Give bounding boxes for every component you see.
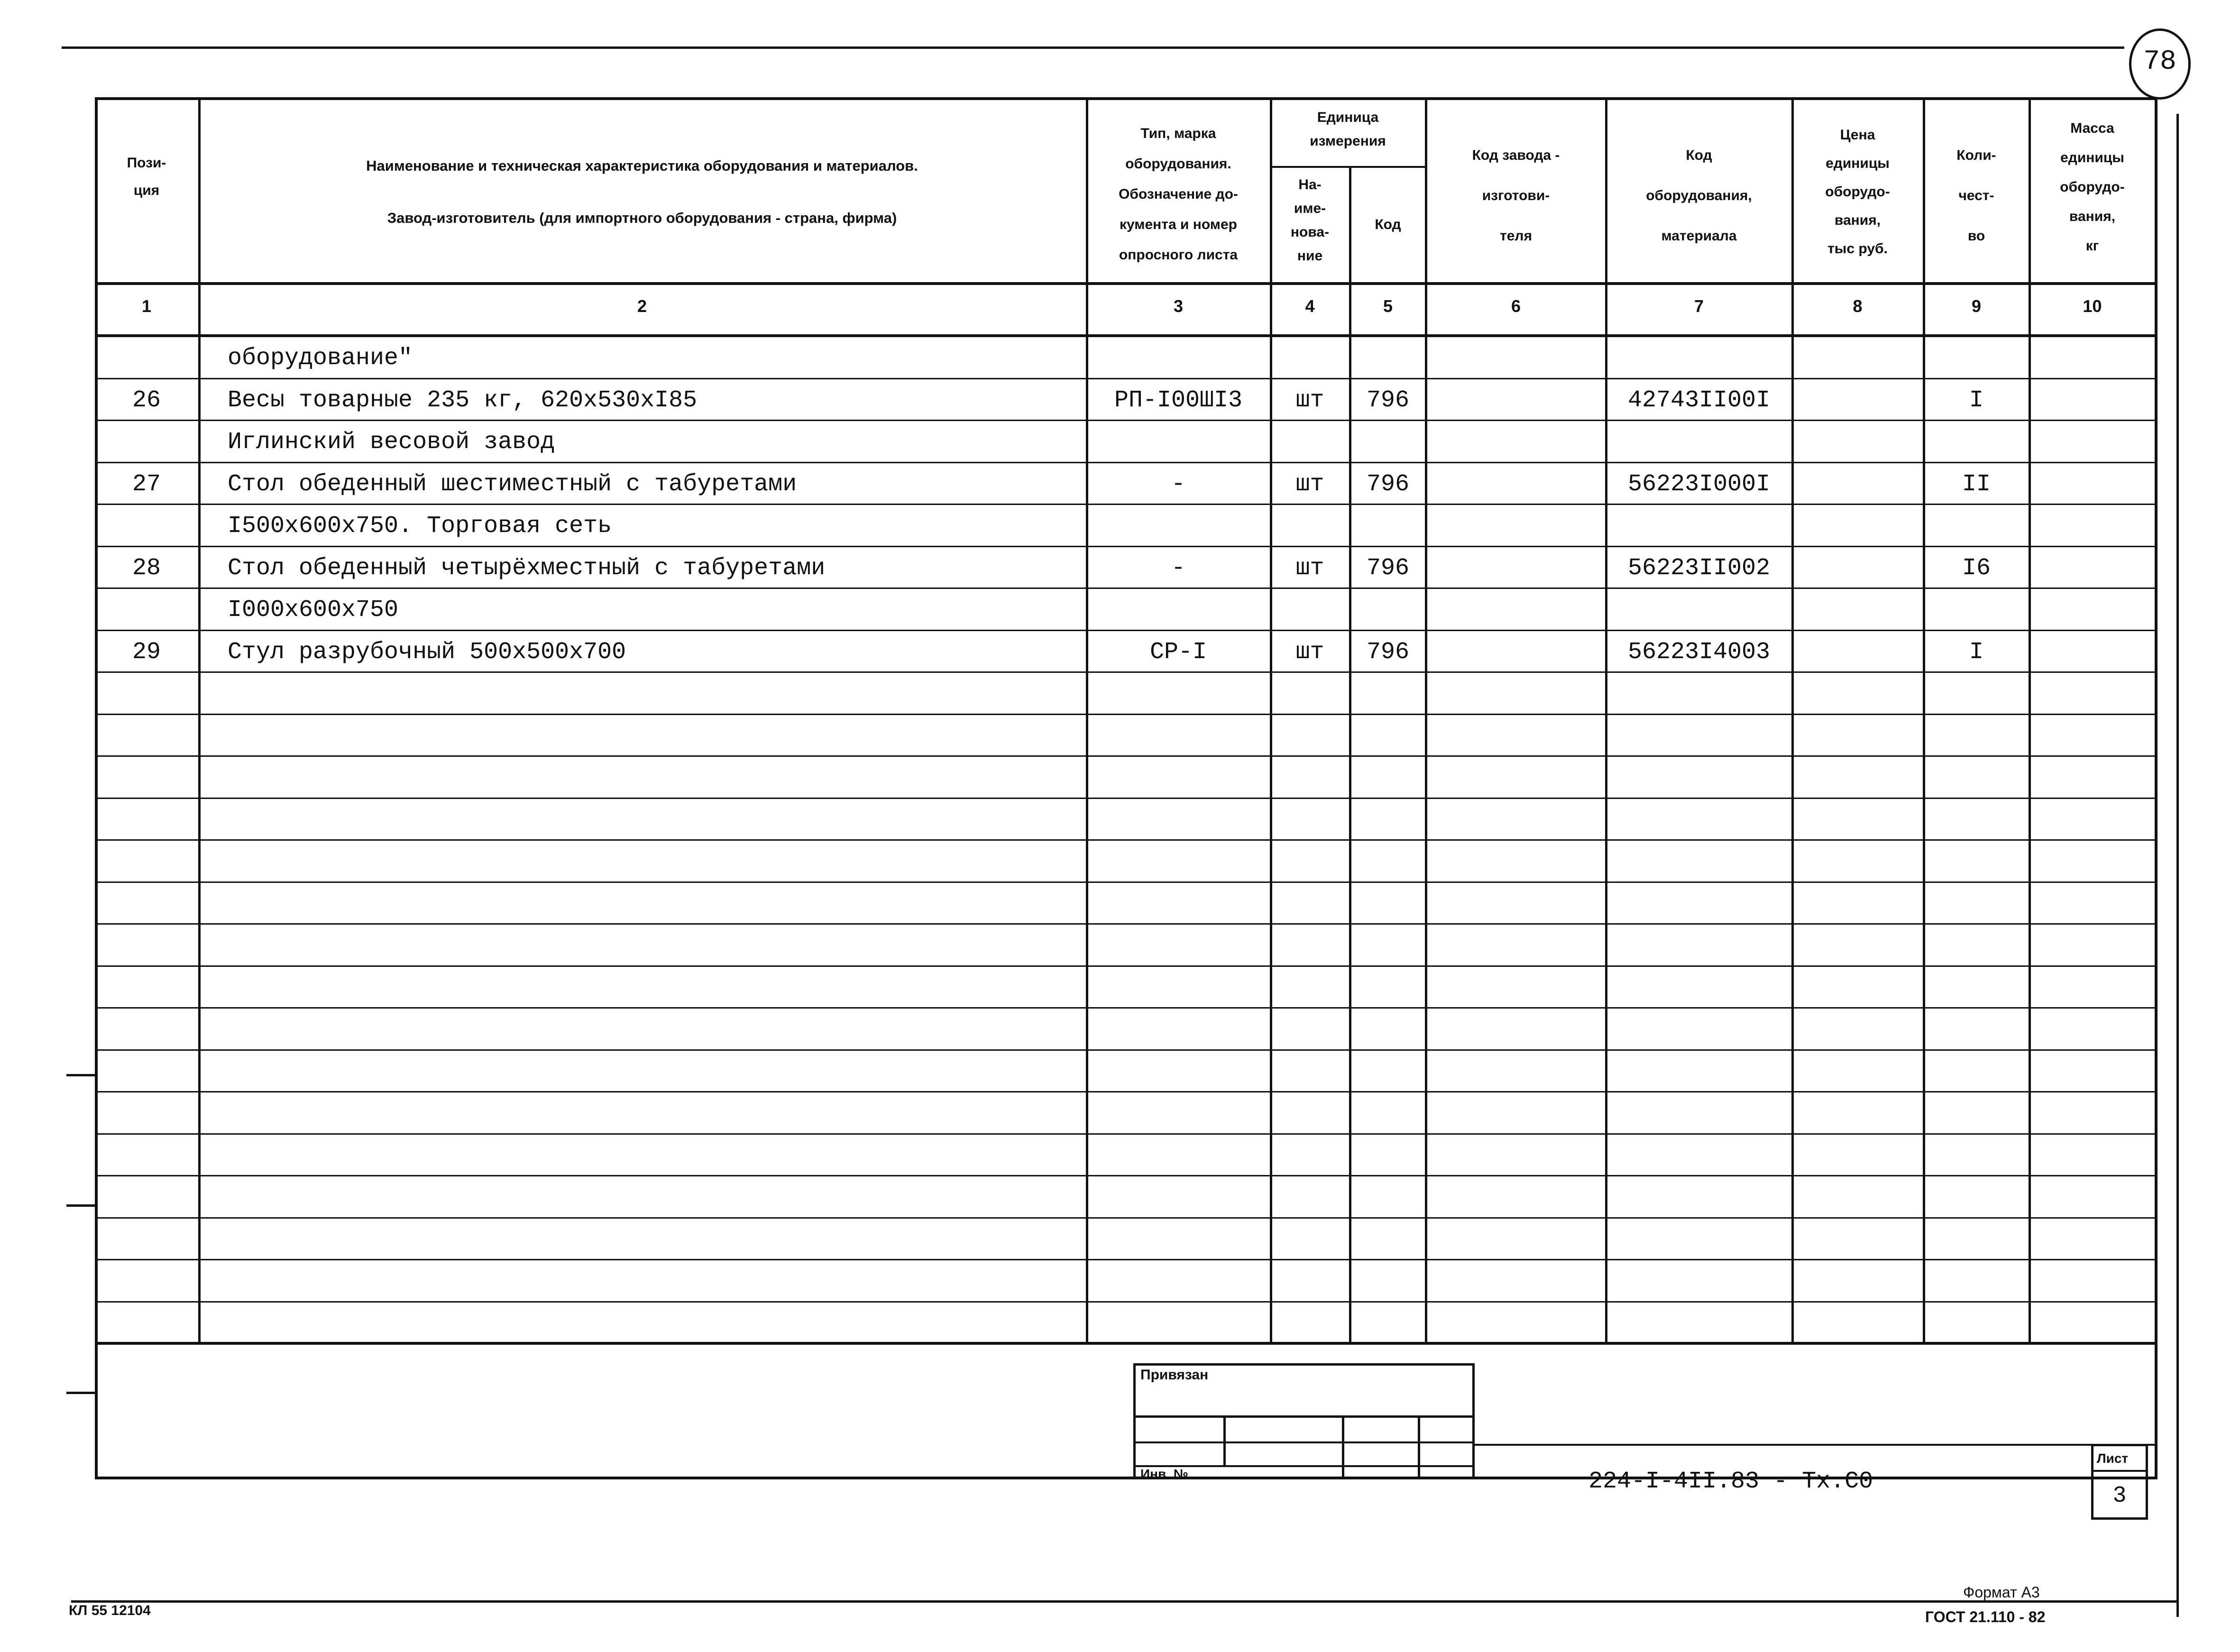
row-7-name: I000х600х750 — [228, 597, 399, 624]
row-6-qty: I6 — [1962, 554, 1991, 582]
row-1-name: оборудование" — [228, 345, 413, 372]
row-4-equip: 56223I000I — [1627, 470, 1771, 498]
header-unit-name: На- име- нова- ние — [1290, 177, 1330, 264]
row-6-pos: 28 — [132, 554, 161, 582]
row-2-pos: 26 — [132, 386, 161, 414]
colnum-2: 2 — [637, 296, 647, 316]
stamp-col — [1418, 1415, 1420, 1479]
header-qty: Коли- чест- во — [1956, 147, 1996, 244]
row-6-name: Стол обеденный четырёхместный с табуретами — [228, 554, 826, 582]
row-line — [95, 881, 2157, 883]
colnum-7: 7 — [1694, 296, 1704, 316]
row-line — [95, 755, 2157, 757]
top-margin-line — [62, 46, 2124, 49]
sheet-label: Лист — [2097, 1451, 2129, 1466]
row-line — [95, 923, 2157, 925]
colnum-9: 9 — [1971, 296, 1982, 316]
row-4-pos: 27 — [132, 470, 161, 498]
row-line — [95, 1259, 2157, 1260]
footer-gost: ГОСТ 21.110 - 82 — [1925, 1608, 2046, 1625]
row-4-type: - — [1171, 470, 1185, 498]
row-6-type: - — [1171, 554, 1185, 582]
header-price: Цена единицы оборудо- вания, тыс руб. — [1825, 127, 1890, 257]
page-number: 78 — [2143, 46, 2176, 77]
grid-bottom-line — [95, 1342, 2157, 1345]
row-4-qty: II — [1962, 470, 1991, 498]
row-line — [95, 798, 2157, 799]
stamp-inv: Инв. № — [1140, 1467, 1189, 1481]
header-type: Тип, марка оборудования. Обозначение до- кумента и номер опросного листа — [1119, 126, 1238, 263]
row-line — [95, 1049, 2157, 1051]
row-4-unit: шт — [1295, 470, 1324, 498]
stamp-privyazan: Привязан — [1140, 1367, 1209, 1383]
row-8-equip: 56223I4003 — [1627, 638, 1771, 666]
row-6-unit: шт — [1295, 554, 1324, 582]
stamp-line — [1133, 1441, 1475, 1443]
right-frame-line — [2176, 114, 2179, 1617]
row-8-code: 796 — [1366, 638, 1409, 666]
footer-format: Формат А3 — [1963, 1584, 2040, 1601]
row-8-pos: 29 — [132, 638, 161, 666]
colnum-10: 10 — [2083, 296, 2102, 316]
row-line — [95, 714, 2157, 715]
row-8-type: СР-I — [1149, 638, 1207, 666]
footer-left-code: КЛ 55 12104 — [69, 1603, 151, 1618]
row-line — [95, 504, 2157, 505]
row-4-name: Стол обеденный шестиместный с табуретами — [228, 470, 797, 498]
header-factory-code: Код завода - изготови- теля — [1472, 147, 1560, 244]
header-mass: Масса единицы оборудо- вания, кг — [2060, 120, 2125, 254]
row-line — [95, 671, 2157, 673]
row-line — [95, 420, 2157, 421]
row-line — [95, 630, 2157, 631]
row-line — [95, 1217, 2157, 1219]
header-unit: Единица измерения — [1310, 110, 1386, 149]
row-5-name: I500х600х750. Торговая сеть — [228, 513, 612, 540]
title-block-line — [1475, 1444, 2157, 1446]
document-code: 224-I-4II.83 - Тх.С0 — [1588, 1468, 1873, 1495]
header-unit-code: Код — [1375, 217, 1401, 232]
left-tick — [66, 1204, 95, 1207]
row-line — [95, 1133, 2157, 1135]
row-line — [95, 1175, 2157, 1176]
sheet-box-line — [2091, 1470, 2148, 1472]
row-2-code: 796 — [1366, 386, 1409, 414]
header-bottom-line — [95, 282, 2157, 285]
stamp-line — [1133, 1415, 1475, 1418]
row-line — [95, 378, 2157, 379]
colnum-5: 5 — [1383, 296, 1393, 316]
row-line — [95, 965, 2157, 967]
unit-divider — [1270, 166, 1426, 168]
colnum-1: 1 — [141, 296, 152, 316]
colnum-8: 8 — [1853, 296, 1863, 316]
row-2-type: РП-I00ШI3 — [1114, 386, 1243, 414]
row-6-code: 796 — [1366, 554, 1409, 582]
left-tick — [66, 1074, 95, 1076]
row-4-code: 796 — [1366, 470, 1409, 498]
row-line — [95, 1091, 2157, 1092]
row-3-name: Иглинский весовой завод — [228, 429, 555, 456]
row-8-name: Стул разрубочный 500х500х700 — [228, 638, 626, 666]
row-line — [95, 1301, 2157, 1303]
header-equip-code: Код оборудования, материала — [1646, 147, 1752, 244]
numbers-bottom-line — [95, 334, 2157, 337]
row-line — [95, 462, 2157, 463]
left-tick — [66, 1392, 95, 1394]
stamp-col — [1223, 1415, 1226, 1465]
row-2-unit: шт — [1295, 386, 1324, 414]
row-line — [95, 546, 2157, 547]
bottom-frame-line — [71, 1600, 2176, 1603]
specification-table — [95, 97, 2157, 1509]
row-8-unit: шт — [1295, 638, 1324, 666]
stamp-col — [1342, 1415, 1344, 1479]
row-8-qty: I — [1969, 638, 1983, 666]
row-6-equip: 56223II002 — [1627, 554, 1771, 582]
row-line — [95, 587, 2157, 589]
row-line — [95, 1007, 2157, 1009]
header-pos: Пози- ция — [127, 155, 166, 198]
row-line — [95, 839, 2157, 841]
colnum-6: 6 — [1511, 296, 1521, 316]
colnum-4: 4 — [1305, 296, 1315, 316]
sheet-number: 3 — [2112, 1483, 2127, 1509]
colnum-3: 3 — [1173, 296, 1184, 316]
row-2-equip: 42743II00I — [1627, 386, 1771, 414]
row-2-name: Весы товарные 235 кг, 620х530хI85 — [228, 386, 698, 414]
row-2-qty: I — [1969, 386, 1983, 414]
header-name: Наименование и техническая характеристика оборудования и материалов. Завод-изготовитель (для импортного оборудования - страна, фирма) — [366, 157, 918, 226]
